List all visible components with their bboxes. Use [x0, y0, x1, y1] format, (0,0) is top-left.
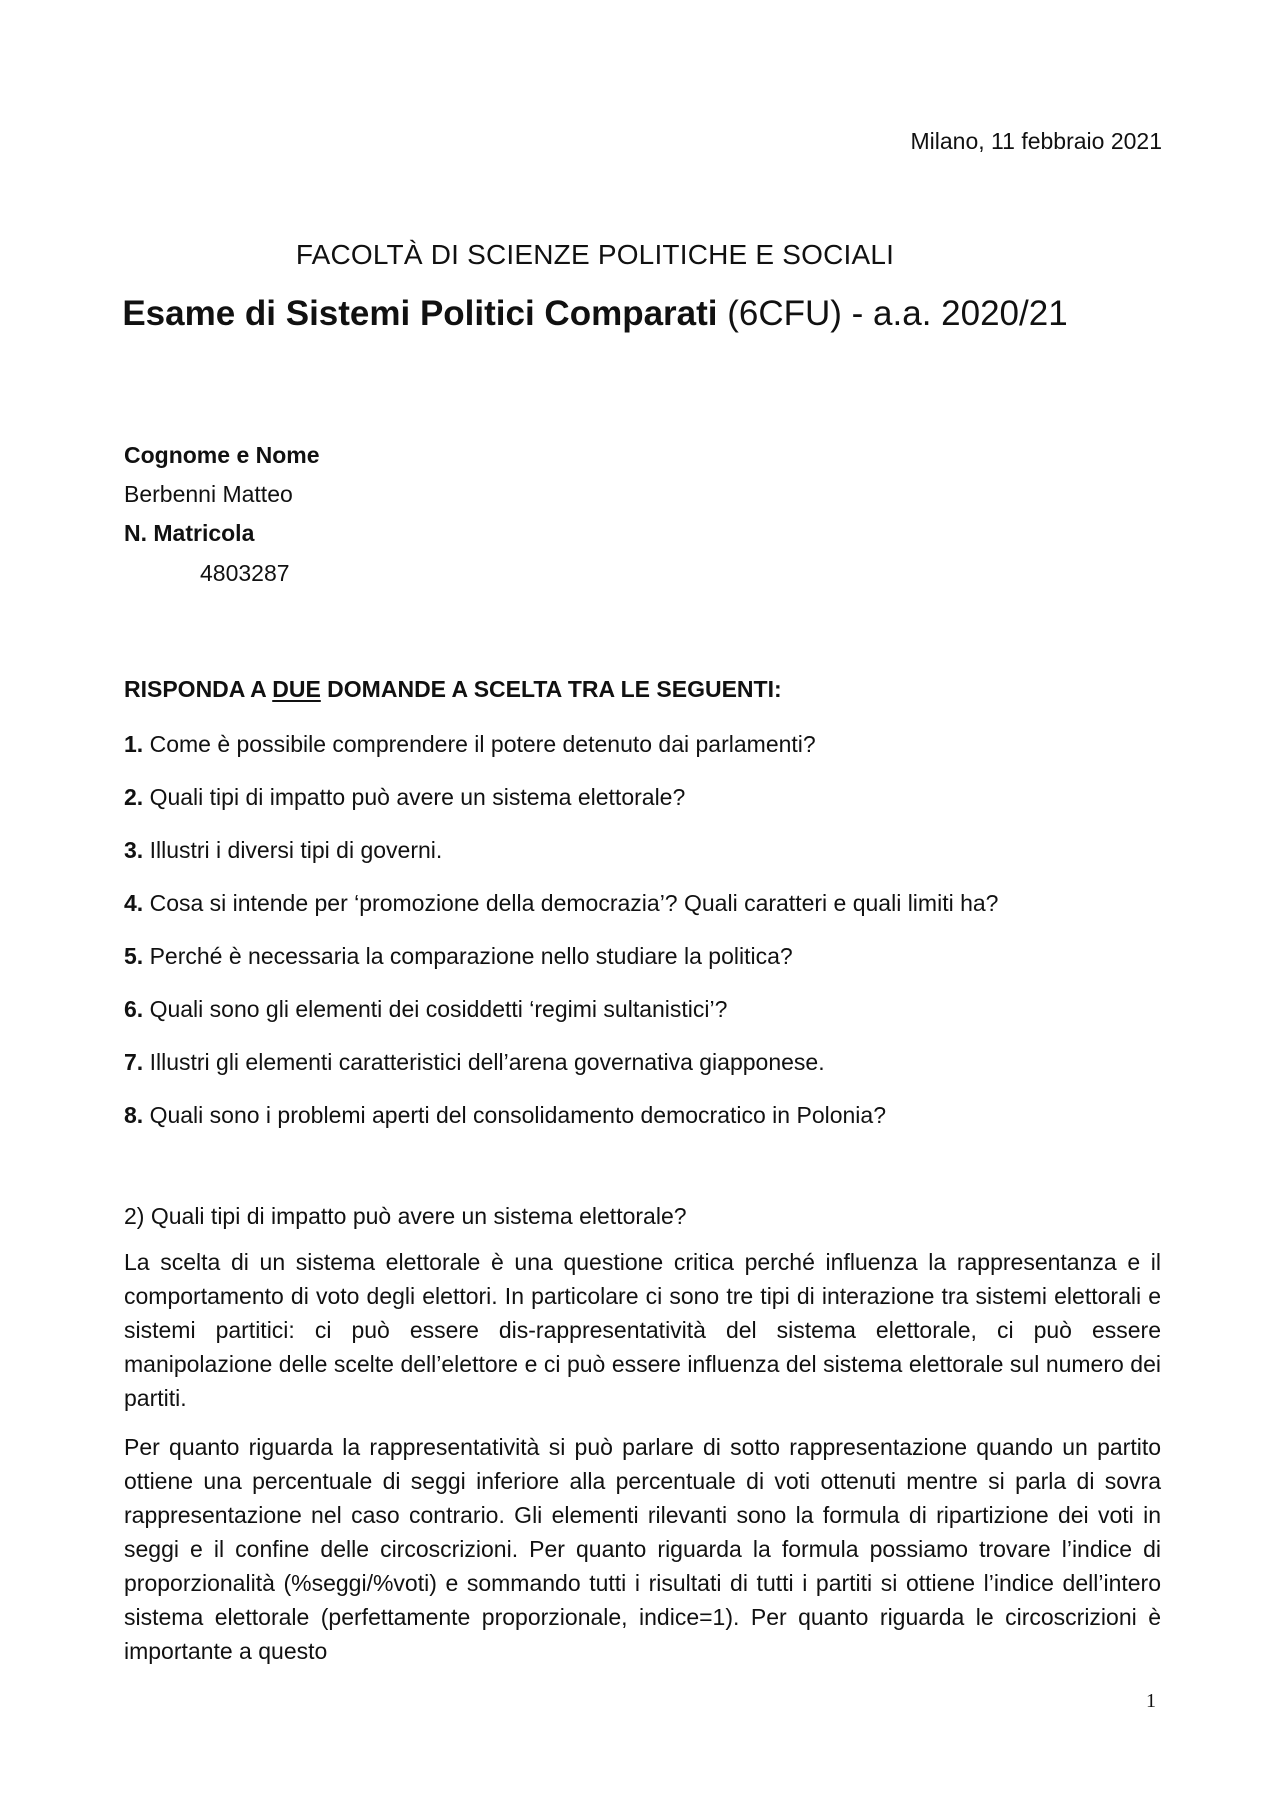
question-text: Quali sono gli elementi dei cosiddetti ‘regimi sultanistici’?: [143, 996, 728, 1022]
question-number: 4.: [124, 890, 144, 916]
question-number: 8.: [124, 1102, 144, 1128]
student-id: 4803287: [200, 560, 290, 586]
question-text: Illustri gli elementi caratteristici dell’arena governativa giapponese.: [143, 1049, 825, 1075]
answer-paragraph: Per quanto riguarda la rappresentatività si può parlare di sotto rappresentazione quando un partito ottiene una percentuale di seggi inferiore alla percentuale di voti ottenuti mentre si parla di sovra rappresentazione nel caso contrario. Gli elementi rilevanti sono la formula di ripartizione dei voti in seggi e il confine delle circoscrizioni. Per quanto riguarda la formula possiamo trovare l’indice di proporzionalità (%seggi/%voti) e sommando tutti i risultati di tutti i partiti si ottiene l’indice dell’intero sistema elettorale (perfettamente proporzionale, indice=1). Per quanto riguarda le circoscrizioni è importante a questo: [124, 1434, 1161, 1664]
question-item: [124, 784, 685, 811]
student-id-label: N. Matricola: [124, 520, 255, 546]
question-text: Quali tipi di impatto può avere un sistema elettorale?: [143, 784, 686, 810]
document-date: Milano, 11 febbraio 2021: [910, 128, 1162, 154]
instructions-part-1: RISPONDA A: [124, 676, 273, 702]
question-text: Cosa si intende per ‘promozione della democrazia’? Quali caratteri e quali limiti ha?: [143, 890, 999, 916]
question-item: [124, 731, 816, 758]
exam-title-course: Esame di Sistemi Politici Comparati: [122, 294, 718, 333]
exam-title: [0, 294, 1190, 334]
student-name: Berbenni Matteo: [124, 481, 293, 507]
question-item: [124, 890, 998, 917]
question-item: [124, 1049, 825, 1076]
instructions-part-2: DOMANDE A SCELTA TRA LE SEGUENTI:: [320, 676, 782, 702]
question-number: 6.: [124, 996, 144, 1022]
question-number: 1.: [124, 731, 144, 757]
page-number: 1: [1146, 1690, 1156, 1712]
exam-title-details: (6CFU) - a.a. 2020/21: [717, 294, 1068, 333]
instructions: [124, 676, 782, 703]
student-name-label: Cognome e Nome: [124, 442, 320, 468]
faculty-heading: FACOLTÀ DI SCIENZE POLITICHE E SOCIALI: [295, 239, 895, 270]
answer-heading: 2) Quali tipi di impatto può avere un sistema elettorale?: [124, 1203, 687, 1229]
question-item: [124, 1102, 886, 1129]
question-number: 7.: [124, 1049, 144, 1075]
question-number: 3.: [124, 837, 144, 863]
instructions-emphasis: DUE: [272, 676, 321, 702]
answer-paragraph: La scelta di un sistema elettorale è una questione critica perché influenza la rappresentanza e il comportamento di voto degli elettori. In particolare ci sono tre tipi di interazione tra sistemi elettorali e sistemi partitici: ci può essere dis-rappresentatività del sistema elettorale, ci può essere manipolazione delle scelte dell’elettore e ci può essere influenza del sistema elettorale sul numero dei partiti.: [124, 1249, 1161, 1411]
question-number: 2.: [124, 784, 144, 810]
question-text: Illustri i diversi tipi di governi.: [143, 837, 443, 863]
question-text: Come è possibile comprendere il potere detenuto dai parlamenti?: [143, 731, 816, 757]
question-item: [124, 996, 727, 1023]
question-item: [124, 943, 793, 970]
question-number: 5.: [124, 943, 144, 969]
question-item: [124, 837, 442, 864]
question-text: Quali sono i problemi aperti del consolidamento democratico in Polonia?: [143, 1102, 886, 1128]
question-text: Perché è necessaria la comparazione nello studiare la politica?: [143, 943, 793, 969]
